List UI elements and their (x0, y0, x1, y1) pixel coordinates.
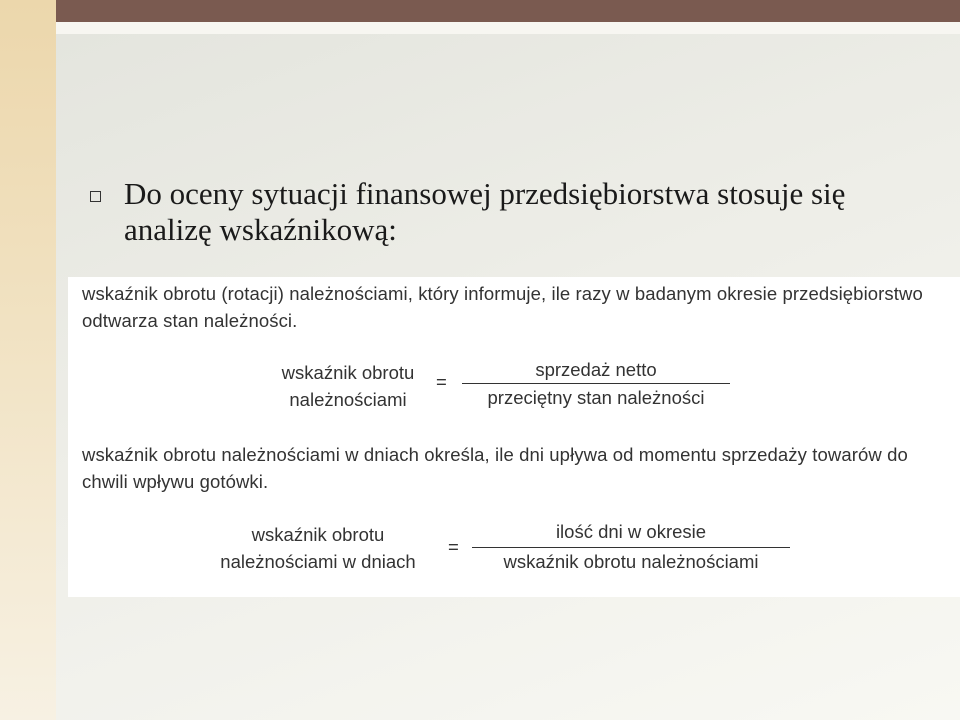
formula-lhs-line1: wskaźnik obrotu (251, 524, 385, 545)
definition-paragraph-turnover-ratio: wskaźnik obrotu (rotacji) należnościami, który informuje, ile razy w badanym okresie przedsiębiorstwo odtwarza stan należności. (82, 283, 923, 331)
definition-paragraph-turnover-days: wskaźnik obrotu należnościami w dniach określa, ile dni upływa od momentu sprzedaży towarów do chwili wpływu gotówki. (82, 444, 908, 492)
fraction-line (472, 547, 790, 548)
formula-lhs-line2: należnościami (289, 389, 407, 410)
formula-turnover-days (68, 521, 960, 581)
bullet-text: Do oceny sytuacji finansowej przedsiębiorstwa stosuje się analizę wskaźnikową: (124, 176, 846, 247)
formula-numerator: ilość dni w okresie (555, 521, 707, 542)
formula-denominator: wskaźnik obrotu należnościami (503, 551, 759, 572)
formula-numerator: sprzedaż netto (535, 359, 657, 380)
embedded-document-excerpt (68, 277, 960, 597)
fraction-line (462, 383, 730, 384)
formula-lhs-line2: należnościami w dniach (220, 551, 416, 572)
top-decorative-bar (56, 0, 960, 22)
equals-sign: = (436, 371, 447, 392)
top-gap-strip (56, 22, 960, 34)
formula-denominator: przeciętny stan należności (487, 387, 705, 408)
left-decorative-strip (0, 0, 56, 720)
formula-lhs (188, 521, 448, 575)
square-bullet-icon (90, 191, 101, 202)
equals-sign: = (448, 536, 459, 557)
formula-turnover-ratio (68, 359, 960, 419)
formula-lhs (248, 359, 448, 413)
formula-lhs-line1: wskaźnik obrotu (281, 362, 415, 383)
